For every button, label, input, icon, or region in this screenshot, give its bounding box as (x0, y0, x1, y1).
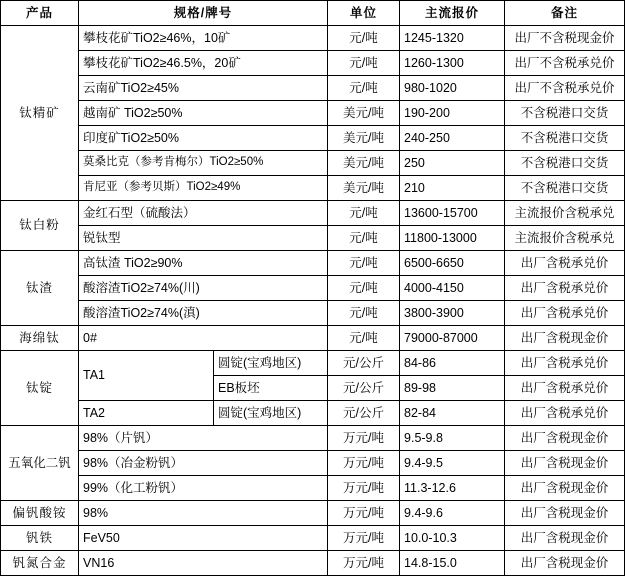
header-product: 产品 (1, 1, 79, 26)
table-row (1, 51, 625, 76)
note-cell: 出厂含税承兑价 (505, 351, 625, 376)
price-cell: 82-84 (400, 401, 505, 426)
table-row (1, 476, 625, 501)
table-row (1, 176, 625, 201)
table-row (1, 76, 625, 101)
unit-cell: 元/公斤 (328, 376, 400, 401)
table-row (1, 426, 625, 451)
price-cell: 84-86 (400, 351, 505, 376)
note-cell: 出厂不含税承兑价 (505, 76, 625, 101)
category-cell: 钛精矿 (1, 26, 79, 201)
spec-cell: 98% (79, 501, 328, 526)
table-row (1, 276, 625, 301)
unit-cell: 万元/吨 (328, 451, 400, 476)
unit-cell: 万元/吨 (328, 476, 400, 501)
table-row (1, 226, 625, 251)
unit-cell: 美元/吨 (328, 101, 400, 126)
unit-cell: 美元/吨 (328, 151, 400, 176)
category-cell: 海绵钛 (1, 326, 79, 351)
category-cell: 钛渣 (1, 251, 79, 326)
unit-cell: 元/公斤 (328, 351, 400, 376)
unit-cell: 元/吨 (328, 26, 400, 51)
price-cell: 6500-6650 (400, 251, 505, 276)
table-row (1, 526, 625, 551)
spec-cell: 攀枝花矿TiO2≥46.5%，20矿 (79, 51, 328, 76)
note-cell: 不含税港口交货 (505, 176, 625, 201)
price-cell: 14.8-15.0 (400, 551, 505, 576)
price-cell: 11800-13000 (400, 226, 505, 251)
note-cell: 主流报价含税承兑 (505, 201, 625, 226)
table-header-row (1, 1, 625, 26)
table-row (1, 551, 625, 576)
category-cell: 钒氮合金 (1, 551, 79, 576)
table-row (1, 401, 625, 426)
spec-cell: 越南矿 TiO2≥50% (79, 101, 328, 126)
table-row (1, 301, 625, 326)
price-cell: 1245-1320 (400, 26, 505, 51)
table-row (1, 126, 625, 151)
grade-cell: TA2 (79, 401, 214, 426)
price-cell: 9.5-9.8 (400, 426, 505, 451)
price-cell: 89-98 (400, 376, 505, 401)
header-price: 主流报价 (400, 1, 505, 26)
note-cell: 出厂不含税现金价 (505, 26, 625, 51)
price-cell: 11.3-12.6 (400, 476, 505, 501)
price-cell: 210 (400, 176, 505, 201)
note-cell: 出厂不含税承兑价 (505, 51, 625, 76)
table-row (1, 501, 625, 526)
price-cell: 10.0-10.3 (400, 526, 505, 551)
spec-cell: 锐钛型 (79, 226, 328, 251)
unit-cell: 元/吨 (328, 51, 400, 76)
note-cell: 出厂含税现金价 (505, 526, 625, 551)
unit-cell: 万元/吨 (328, 501, 400, 526)
price-cell: 3800-3900 (400, 301, 505, 326)
note-cell: 出厂含税现金价 (505, 451, 625, 476)
spec-cell: 98%（片钒） (79, 426, 328, 451)
note-cell: 主流报价含税承兑 (505, 226, 625, 251)
spec-cell: 印度矿TiO2≥50% (79, 126, 328, 151)
price-cell: 980-1020 (400, 76, 505, 101)
unit-cell: 元/吨 (328, 251, 400, 276)
note-cell: 出厂含税承兑价 (505, 376, 625, 401)
unit-cell: 元/吨 (328, 326, 400, 351)
note-cell: 出厂含税现金价 (505, 326, 625, 351)
table-row (1, 151, 625, 176)
unit-cell: 万元/吨 (328, 551, 400, 576)
spec-cell: 莫桑比克（参考肯梅尔）TiO2≥50% (79, 151, 328, 176)
unit-cell: 万元/吨 (328, 526, 400, 551)
header-spec: 规格/牌号 (79, 1, 328, 26)
spec-detail-cell: 圆锭(宝鸡地区) (214, 401, 328, 426)
table-row (1, 26, 625, 51)
header-unit: 单位 (328, 1, 400, 26)
price-cell: 190-200 (400, 101, 505, 126)
unit-cell: 美元/吨 (328, 126, 400, 151)
unit-cell: 元/吨 (328, 301, 400, 326)
spec-cell: 肯尼亚（参考贝斯）TiO2≥49% (79, 176, 328, 201)
spec-cell: 0# (79, 326, 328, 351)
table-row (1, 351, 625, 376)
spec-detail-cell: 圆锭(宝鸡地区) (214, 351, 328, 376)
spec-cell: 攀枝花矿TiO2≥46%，10矿 (79, 26, 328, 51)
note-cell: 不含税港口交货 (505, 101, 625, 126)
price-cell: 79000-87000 (400, 326, 505, 351)
unit-cell: 美元/吨 (328, 176, 400, 201)
table-row (1, 451, 625, 476)
unit-cell: 元/吨 (328, 201, 400, 226)
note-cell: 出厂含税承兑价 (505, 301, 625, 326)
note-cell: 不含税港口交货 (505, 126, 625, 151)
price-cell: 9.4-9.6 (400, 501, 505, 526)
spec-cell: 98%（冶金粉钒） (79, 451, 328, 476)
spec-cell: VN16 (79, 551, 328, 576)
table-row (1, 201, 625, 226)
unit-cell: 元/公斤 (328, 401, 400, 426)
price-cell: 4000-4150 (400, 276, 505, 301)
unit-cell: 万元/吨 (328, 426, 400, 451)
spec-cell: 金红石型（硫酸法） (79, 201, 328, 226)
price-cell: 1260-1300 (400, 51, 505, 76)
unit-cell: 元/吨 (328, 276, 400, 301)
spec-cell: 酸溶渣TiO2≥74%(滇) (79, 301, 328, 326)
spec-cell: 99%（化工粉钒） (79, 476, 328, 501)
header-note: 备注 (505, 1, 625, 26)
note-cell: 出厂含税承兑价 (505, 251, 625, 276)
price-cell: 250 (400, 151, 505, 176)
note-cell: 出厂含税承兑价 (505, 276, 625, 301)
unit-cell: 元/吨 (328, 226, 400, 251)
spec-cell: FeV50 (79, 526, 328, 551)
grade-cell: TA1 (79, 351, 214, 401)
table-row (1, 251, 625, 276)
spec-cell: 云南矿TiO2≥45% (79, 76, 328, 101)
category-cell: 钛锭 (1, 351, 79, 426)
category-cell: 五氧化二钒 (1, 426, 79, 501)
price-cell: 240-250 (400, 126, 505, 151)
unit-cell: 元/吨 (328, 76, 400, 101)
note-cell: 出厂含税现金价 (505, 501, 625, 526)
category-cell: 偏钒酸铵 (1, 501, 79, 526)
spec-cell: 酸溶渣TiO2≥74%(川) (79, 276, 328, 301)
price-cell: 13600-15700 (400, 201, 505, 226)
note-cell: 出厂含税现金价 (505, 551, 625, 576)
table-row (1, 101, 625, 126)
spec-detail-cell: EB板坯 (214, 376, 328, 401)
price-cell: 9.4-9.5 (400, 451, 505, 476)
spec-cell: 高钛渣 TiO2≥90% (79, 251, 328, 276)
note-cell: 出厂含税现金价 (505, 476, 625, 501)
category-cell: 钒铁 (1, 526, 79, 551)
note-cell: 出厂含税承兑价 (505, 401, 625, 426)
note-cell: 不含税港口交货 (505, 151, 625, 176)
note-cell: 出厂含税现金价 (505, 426, 625, 451)
table-row (1, 326, 625, 351)
category-cell: 钛白粉 (1, 201, 79, 251)
